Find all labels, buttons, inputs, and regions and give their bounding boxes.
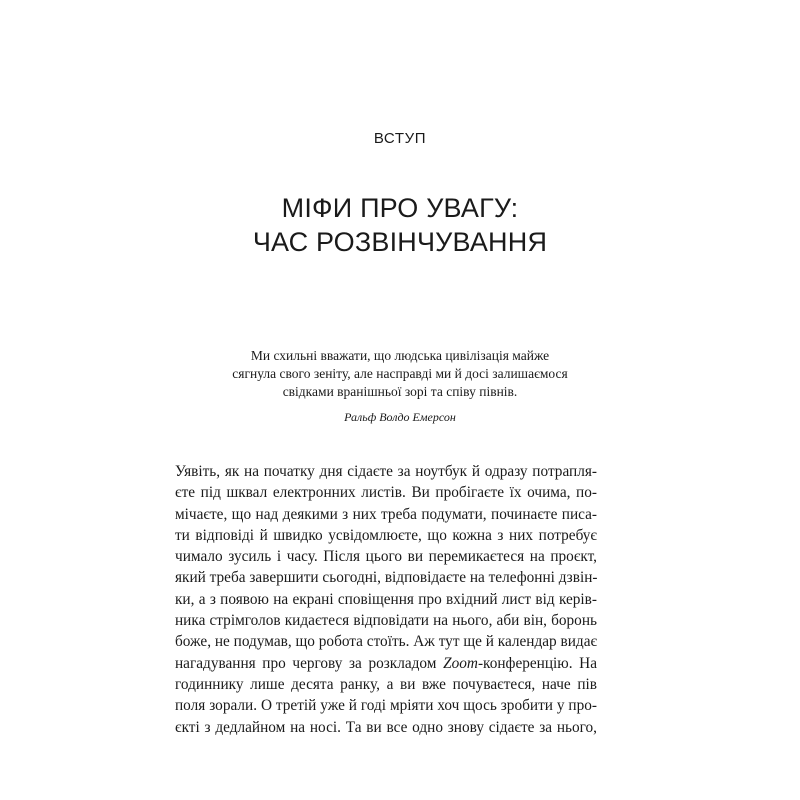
epigraph-line: Ми схильні вважати, що людська цивілізація майже (250, 348, 550, 363)
body-line: Уявіть, як на початку дня сідаєте за ноутбук й одразу потрапля- (175, 463, 597, 480)
epigraph-line: свідками вранішньої зорі та співу півнів. (282, 384, 518, 399)
body-line: який треба завершити сьогодні, відповідаєте на телефонні дзвін- (175, 569, 598, 587)
emphasis-term: Zoom (443, 654, 478, 672)
body-line: ника стрімголов кидаєтеся відповідати на нього, аби він, боронь (175, 612, 597, 630)
section-label: ВСТУП (373, 130, 427, 147)
body-line: боже, не подумав, що робота стоїть. Аж тут ще й календар видає (175, 633, 598, 651)
body-line: годиннику лише десята ранку, а ви вже почуваєтеся, наче пів (175, 675, 597, 693)
chapter-title (0, 191, 800, 259)
body-line: ти відповіді й швидко усвідомлюєте, що кожна з них потребує (175, 526, 597, 544)
body-line: єте під шквал електронних листів. Ви пробігаєте їх очима, по- (175, 484, 597, 502)
body-line: ки, а з появою на екрані сповіщення про вхідний лист від керів- (175, 590, 597, 608)
body-line: поля зорали. О третій уже й годі мріяти хоч щось зробити у про- (175, 697, 597, 715)
epigraph-line: сягнула свого зеніту, але насправді ми й досі залишаємося (232, 366, 568, 381)
body-line: єкті з дедлайном на носі. Та ви все одно знову сідаєте за нього, (175, 718, 597, 736)
body-line: мічаєте, що над деякими з них треба подумати, починаєте писа- (175, 505, 597, 523)
body-line-with-emphasis: нагадування про чергову за розкладом Zoom-конференцію. На (175, 654, 597, 672)
epigraph-author: Ральф Волдо Емерсон (344, 410, 456, 424)
chapter-title-line-1: МІФИ ПРО УВАГУ: (281, 193, 519, 223)
body-line: чимало зусиль і часу. Після цього ви перемикаєтеся на проєкт, (175, 548, 597, 566)
chapter-title-line-2: ЧАС РОЗВІНЧУВАННЯ (252, 227, 548, 257)
body-paragraph (175, 461, 597, 738)
epigraph-quote (150, 347, 650, 401)
